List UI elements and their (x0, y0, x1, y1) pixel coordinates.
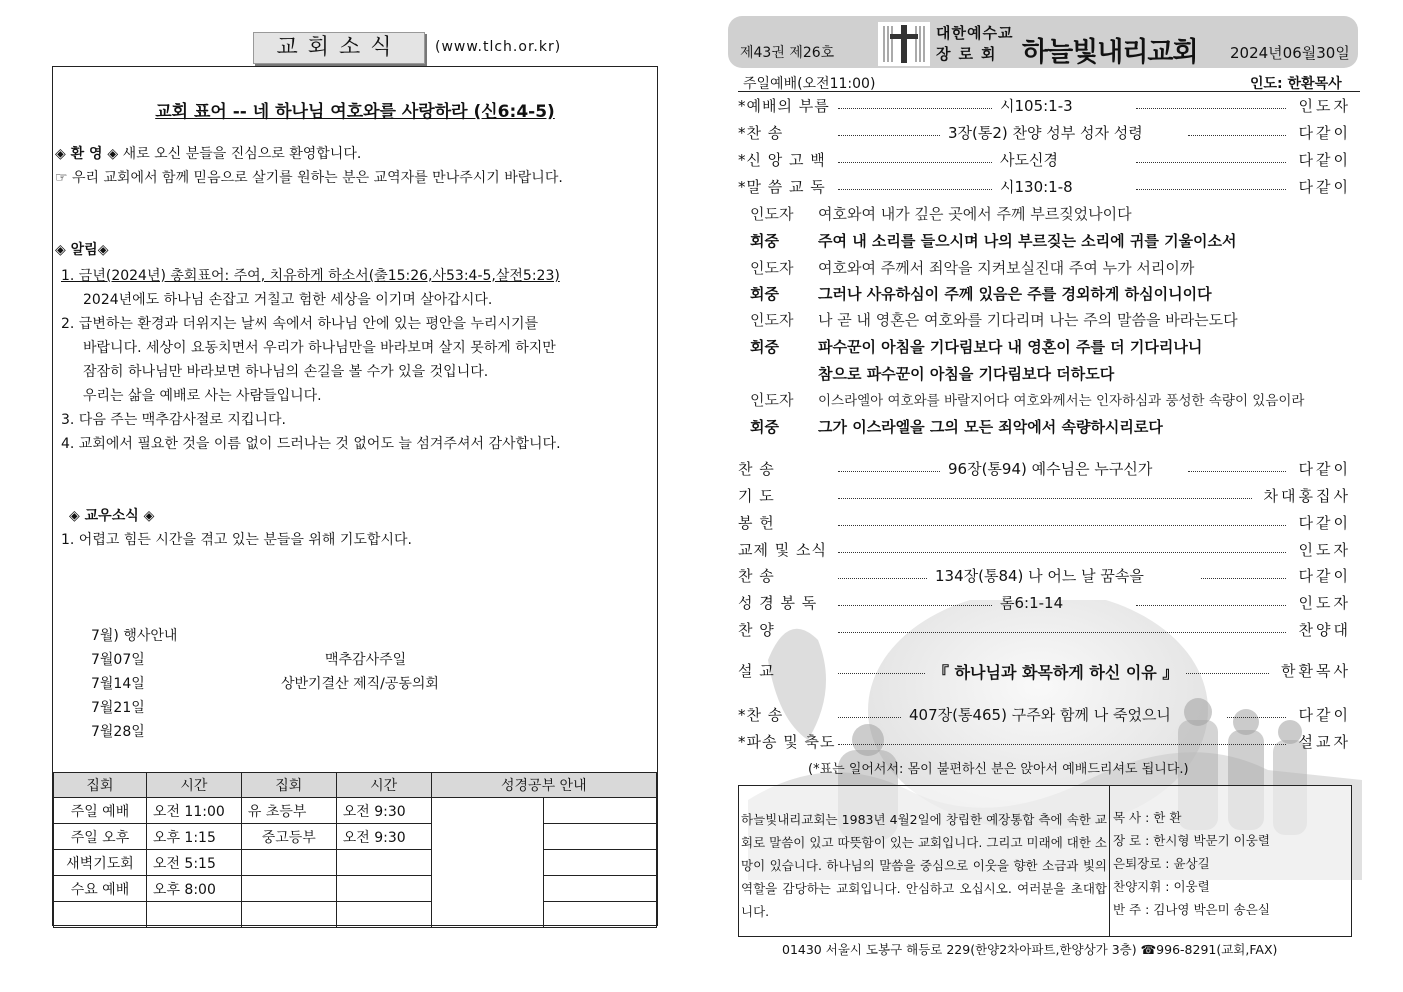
order-item (738, 704, 1353, 728)
table-cell: 오후 8:00 (146, 876, 241, 902)
staff-list (1113, 806, 1270, 921)
bulletin-date: 2024년06월30일 (1230, 44, 1350, 62)
standing-note: (*표는 일어서서: 몸이 불편하신 분은 앉아서 예배드리셔도 됩니다.) (808, 762, 1189, 777)
website-url[interactable]: (www.tlch.or.kr) (435, 39, 562, 55)
table-cell: 오전 9:30 (336, 824, 431, 850)
table-cell: 수요 예배 (54, 876, 147, 902)
leader-dots (838, 525, 1286, 526)
meeting-schedule-table (53, 772, 657, 928)
order-item (738, 619, 1353, 643)
members-heading: ◈ 교우소식 ◈ (69, 508, 155, 524)
reading-text: 주여 내 소리를 들으시며 나의 부르짖는 소리에 귀를 기울이소서 (818, 232, 1237, 250)
order-responsible: 인도자 (1298, 97, 1351, 115)
leader-dots (1188, 135, 1286, 136)
event-name: 맥추감사주일 (325, 652, 407, 668)
order-label: 성 경 봉 독 (738, 594, 818, 612)
church-info-box (738, 785, 1352, 937)
reading-text: 여호와여 주께서 죄악을 지켜보실진대 주여 누가 서리이까 (818, 259, 1195, 277)
order-label: 설 교 (738, 662, 775, 680)
order-item (738, 95, 1353, 119)
worship-leader: 인도: 한환목사 (1250, 76, 1342, 92)
denomination-line-2: 장로회 (936, 45, 1004, 63)
table-cell (146, 902, 241, 928)
col-header: 집회 (54, 773, 147, 798)
table-cell (241, 902, 336, 928)
church-introduction: 하늘빛내리교회는 1983년 4월2일에 창립한 예장통합 측에 속한 교회로 말씀이 있고 따뜻함이 있는 교회입니다. 그리고 미래에 대한 소망이 있습니다. 하나님의 말씀을 중심으로 이웃을 향한 소금과 빛의 역할을 감당하는 교회입니다. 안심하고 오십시오. 여러분을 초대합니다. (741, 812, 1107, 919)
news-header (253, 32, 573, 66)
leader-dots (838, 135, 940, 136)
order-responsible: 한환목사 (1281, 662, 1351, 680)
events-heading: 7월) 행사안내 (91, 628, 178, 644)
leader-dots (1136, 108, 1286, 109)
table-cell (336, 850, 431, 876)
leader-dots (838, 673, 925, 674)
table-cell (54, 902, 147, 928)
notice-item: 3. 다음 주는 맥추감사절로 지킵니다. (61, 412, 286, 428)
leader-dots (1188, 471, 1286, 472)
study-cell (544, 798, 657, 824)
leader-dots (838, 498, 1252, 499)
table-cell: 오후 1:15 (146, 824, 241, 850)
order-responsible: 다같이 (1298, 706, 1351, 724)
table-row (54, 798, 657, 824)
order-responsible: 인도자 (1298, 541, 1351, 559)
order-label: 기 도 (738, 487, 775, 505)
welcome-line (55, 143, 361, 163)
reading-text: 그러나 사유하심이 주께 있음은 주를 경외하게 하심이니이다 (818, 285, 1212, 303)
leader-dots (838, 632, 1286, 633)
event-date: 7월28일 (91, 724, 145, 740)
welcome-text: 새로 오신 분들을 진심으로 환영합니다. (122, 146, 362, 162)
welcome-line-2: ☞ 우리 교회에서 함께 믿음으로 살기를 원하는 분은 교역자를 만나주시기 바랍니다. (55, 170, 563, 186)
order-item (738, 485, 1353, 509)
order-responsible: 다같이 (1298, 178, 1351, 196)
staff-entry: 반 주 : 김나영 박은미 송은실 (1113, 902, 1270, 917)
leader-dots (838, 605, 992, 606)
order-responsible: 다같이 (1298, 460, 1351, 478)
table-row (54, 824, 657, 850)
reading-text: 나 곧 내 영혼은 여호와를 기다리며 나는 주의 말씀을 바라는도다 (818, 311, 1238, 329)
order-responsible: 차대홍집사 (1263, 487, 1351, 505)
table-row (54, 876, 657, 902)
reading-text: 그가 이스라엘을 그의 모든 죄악에서 속량하시리로다 (818, 418, 1163, 436)
reading-speaker: 회중 (750, 418, 779, 436)
order-item (738, 731, 1353, 755)
notice-item: 2024년에도 하나님 손잡고 거칠고 험한 세상을 이기며 살아갑시다. (83, 292, 493, 308)
members-text: 1. 어렵고 힘든 시간을 겪고 있는 분들을 위해 기도합시다. (61, 532, 412, 548)
order-label: *파송 및 축도 (738, 733, 836, 751)
order-responsible: 인도자 (1298, 594, 1351, 612)
order-item (738, 512, 1353, 536)
table-row (54, 902, 657, 928)
order-label: 봉 헌 (738, 514, 775, 532)
table-header-row (54, 773, 657, 798)
table-cell (336, 876, 431, 902)
reading-speaker: 회중 (750, 285, 779, 303)
table-cell: 유 초등부 (241, 798, 336, 824)
table-cell: 오전 5:15 (146, 850, 241, 876)
order-label: *신 앙 고 백 (738, 151, 826, 169)
reading-text: 파수꾼이 아침을 기다림보다 내 영혼이 주를 더 기다리나니 (818, 338, 1203, 356)
leader-dots (838, 552, 1286, 553)
denomination-line-1: 대한예수교 (936, 24, 1014, 42)
study-cell (431, 798, 544, 928)
order-label: *예배의 부름 (738, 97, 830, 115)
staff-entry: 목 사 : 한 환 (1113, 810, 1182, 825)
reading-text: 여호와여 내가 깊은 곳에서 주께 부르짖었나이다 (818, 205, 1132, 223)
col-header: 집회 (241, 773, 336, 798)
leader-dots (838, 717, 901, 718)
leader-dots (1136, 162, 1286, 163)
order-content: 롬6:1-14 (1000, 594, 1064, 612)
order-item (738, 660, 1353, 684)
order-label: *찬 송 (738, 706, 784, 724)
order-responsible: 다같이 (1298, 567, 1351, 585)
notice-item: 우리는 삶을 예배로 사는 사람들입니다. (83, 388, 322, 404)
order-content: 『 하나님과 화목하게 하신 이유 』 (933, 663, 1179, 682)
table-cell: 중고등부 (241, 824, 336, 850)
col-header: 시간 (146, 773, 241, 798)
event-date: 7월21일 (91, 700, 145, 716)
table-cell: 새벽기도회 (54, 850, 147, 876)
leader-dots (838, 189, 992, 190)
welcome-heading: ◈ 환 영 ◈ (55, 146, 119, 162)
table-cell (241, 850, 336, 876)
news-title: 교회소식 (253, 32, 425, 64)
table-cell (241, 876, 336, 902)
order-item (738, 122, 1353, 146)
order-label: 교제 및 소식 (738, 541, 827, 559)
order-item (738, 149, 1353, 173)
order-responsible: 다같이 (1298, 514, 1351, 532)
order-label: *찬 송 (738, 124, 784, 142)
col-header: 성경공부 안내 (431, 773, 656, 798)
leader-dots (838, 744, 1286, 745)
notice-item: 4. 교회에서 필요한 것을 이름 없이 드러나는 것 없어도 늘 섬겨주셔서 감사합니다. (61, 436, 561, 452)
worship-title: 주일예배(오전11:00) (743, 76, 876, 92)
staff-entry: 찬양지휘 : 이웅렬 (1113, 879, 1210, 894)
order-item (738, 592, 1353, 616)
leader-dots (1136, 605, 1286, 606)
table-cell: 주일 오후 (54, 824, 147, 850)
col-header: 시간 (336, 773, 431, 798)
reading-speaker: 인도자 (750, 311, 794, 329)
order-content: 3장(통2) 찬양 성부 성자 성령 (948, 124, 1143, 142)
reading-text: 이스라엘아 여호와를 바랄지어다 여호와께서는 인자하심과 풍성한 속량이 있음이라 (818, 393, 1305, 409)
church-news-box (52, 66, 658, 926)
volume-number: 제43권 제26호 (740, 45, 835, 61)
leader-dots (838, 108, 992, 109)
order-item (738, 458, 1353, 482)
order-responsible: 찬양대 (1298, 621, 1351, 639)
event-name: 상반기결산 제직/공동의회 (281, 676, 439, 692)
table-row (54, 850, 657, 876)
divider (1109, 786, 1110, 936)
leader-dots (838, 162, 992, 163)
table-cell: 오전 11:00 (146, 798, 241, 824)
study-cell (544, 876, 657, 902)
staff-entry: 장 로 : 한시형 박문기 이웅렬 (1113, 833, 1270, 848)
order-label: *말 씀 교 독 (738, 178, 826, 196)
staff-entry: 은퇴장로 : 윤상길 (1113, 856, 1210, 871)
event-date: 7월07일 (91, 652, 145, 668)
notice-item: 1. 금년(2024년) 총회표어: 주여, 치유하게 하소서(출15:26,사53:4-5,살전5:23) (61, 268, 560, 284)
reading-speaker: 인도자 (750, 259, 794, 277)
study-cell (544, 902, 657, 928)
reading-speaker: 회중 (750, 232, 779, 250)
order-content: 96장(통94) 예수님은 누구신가 (948, 460, 1153, 478)
reading-text: 참으로 파수꾼이 아침을 기다림보다 더하도다 (818, 365, 1115, 383)
order-label: 찬 양 (738, 621, 775, 639)
table-cell: 주일 예배 (54, 798, 147, 824)
table-cell: 오전 9:30 (336, 798, 431, 824)
order-responsible: 설교자 (1298, 733, 1351, 751)
leader-dots (838, 578, 927, 579)
church-address: 01430 서울시 도봉구 해등로 229(한양2차아파트,한양상가 3층) ☎996-8291(교회,FAX) (782, 942, 1278, 957)
notice-item: 바랍니다. 세상이 요동치면서 우리가 하나님만을 바라보며 살지 못하게 하지만 (83, 340, 556, 356)
church-name: 하늘빛내리교회 (1022, 37, 1198, 68)
church-motto: 교회 표어 -- 네 하나님 여호와를 사랑하라 (신6:4-5) (155, 102, 555, 122)
order-content: 시130:1-8 (1000, 178, 1073, 196)
notice-item: 2. 급변하는 환경과 더위지는 날씨 속에서 하나님 안에 있는 평안을 누리시기를 (61, 316, 539, 332)
church-cross-logo-icon (878, 22, 930, 66)
order-content: 시105:1-3 (1000, 97, 1073, 115)
order-content: 사도신경 (1000, 151, 1058, 169)
order-responsible: 다같이 (1298, 151, 1351, 169)
leader-dots (1136, 189, 1286, 190)
order-content: 407장(통465) 구주와 함께 나 죽었으니 (909, 706, 1171, 724)
bulletin-header (728, 16, 1358, 68)
order-content: 134장(통84) 나 어느 날 꿈속을 (935, 567, 1144, 585)
reading-speaker: 회중 (750, 338, 779, 356)
order-item (738, 539, 1353, 563)
leader-dots (1186, 673, 1269, 674)
order-label: 찬 송 (738, 460, 775, 478)
order-item (738, 176, 1353, 200)
event-date: 7월14일 (91, 676, 145, 692)
study-cell (544, 824, 657, 850)
notice-heading: ◈ 알림◈ (55, 242, 109, 258)
leader-dots (838, 471, 940, 472)
divider (738, 91, 1360, 92)
order-label: 찬 송 (738, 567, 775, 585)
leader-dots (1227, 717, 1286, 718)
study-cell (544, 850, 657, 876)
order-item (738, 565, 1353, 589)
table-cell (336, 902, 431, 928)
leader-dots (1201, 578, 1286, 579)
reading-speaker: 인도자 (750, 391, 794, 409)
notice-item: 잠잠히 하나님만 바라보면 하나님의 손길을 볼 수가 있을 것입니다. (83, 364, 489, 380)
order-responsible: 다같이 (1298, 124, 1351, 142)
reading-speaker: 인도자 (750, 205, 794, 223)
